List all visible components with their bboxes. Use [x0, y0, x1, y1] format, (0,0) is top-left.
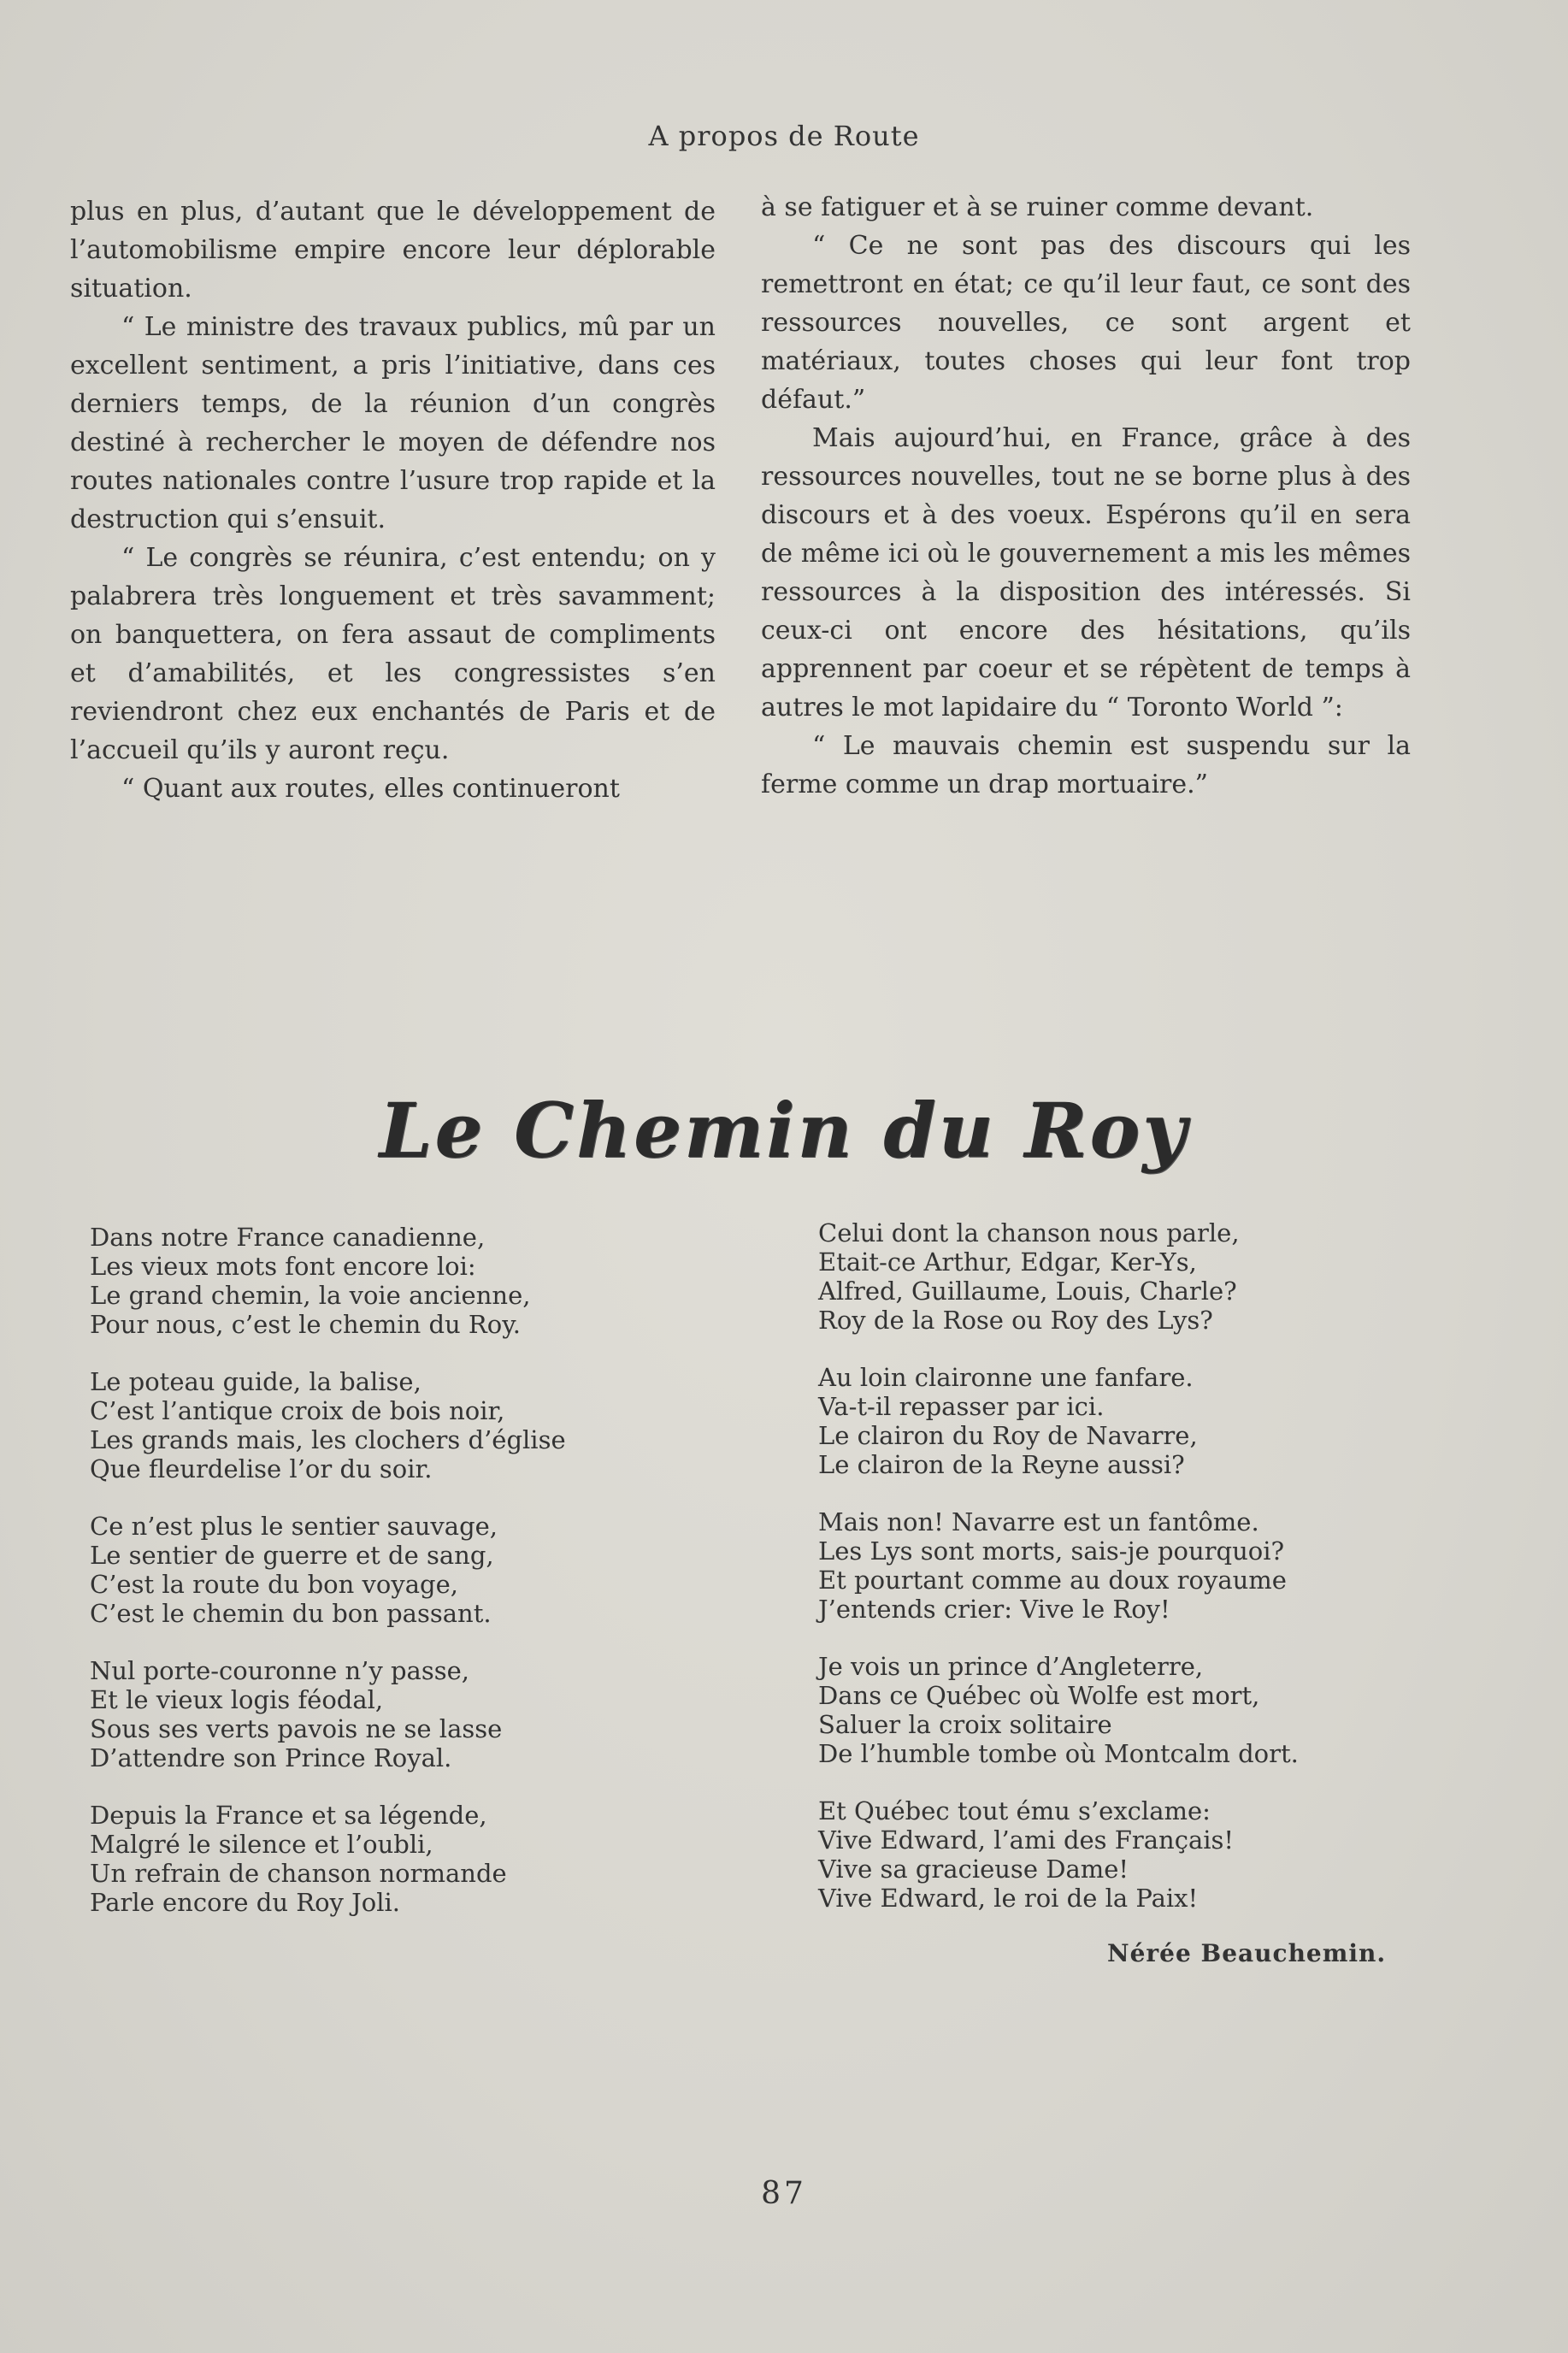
verse-line: J’entends crier: Vive le Roy! — [818, 1595, 1170, 1624]
verse-line: C’est l’antique croix de bois noir, — [90, 1396, 505, 1425]
verse-line: Les vieux mots font encore loi: — [90, 1252, 476, 1281]
verse-line: Etait-ce Arthur, Edgar, Ker-Ys, — [818, 1247, 1197, 1277]
poem-author: Nérée Beauchemin. — [1107, 1939, 1387, 1967]
paragraph: Mais aujourd’hui, en France, grâce à des ressources nouvelles, tout ne se borne plus à des discours et à des voeux. Espérons qu’il en sera de même ici où le gouvernement a mis les mêmes ressources à la disposition des intéressés. Si ceux-ci ont encore des hésitations, qu’ils apprennent par coeur et se répètent de temps à autres le mot lapidaire du “ Toronto World ”: — [761, 423, 1411, 722]
verse-line: Le poteau guide, la balise, — [90, 1367, 421, 1396]
verse-line: Alfred, Guillaume, Louis, Charle? — [818, 1277, 1237, 1306]
verse-line: Et Québec tout ému s’exclame: — [818, 1796, 1211, 1825]
paragraph: “ Le ministre des travaux publics, mû par un excellent sentiment, a pris l’initiative, dans ces derniers temps, de la réunion d’un congrès destiné à rechercher le moyen de défendre nos routes nationales contre l’usure trop rapide et la destruction qui s’ensuit. — [70, 312, 716, 534]
stanza — [90, 1223, 740, 1339]
verse-line: De l’humble tombe où Montcalm dort. — [818, 1739, 1299, 1768]
verse-line: Va-t-il repasser par ici. — [818, 1392, 1105, 1421]
page-number: 87 — [761, 2176, 807, 2211]
stanza — [90, 1656, 740, 1772]
verse-line: Vive Edward, l’ami des Français! — [818, 1825, 1235, 1855]
verse-line: C’est le chemin du bon passant. — [90, 1599, 492, 1628]
running-header: A propos de Route — [648, 120, 920, 152]
paragraph: “ Ce ne sont pas des discours qui les remettront en état; ce qu’il leur faut, ce sont des ressources nouvelles, ce sont argent et matériaux, toutes choses qui leur font trop défaut.” — [761, 231, 1411, 415]
stanza — [818, 1507, 1468, 1624]
verse-line: C’est la route du bon voyage, — [90, 1570, 458, 1599]
verse-line: Ce n’est plus le sentier sauvage, — [90, 1512, 498, 1541]
verse-line: Les grands mais, les clochers d’église — [90, 1425, 566, 1454]
stanza — [90, 1367, 740, 1483]
verse-line: Dans ce Québec où Wolfe est mort, — [818, 1681, 1260, 1710]
verse-line: Un refrain de chanson normande — [90, 1859, 507, 1888]
verse-line: Vive Edward, le roi de la Paix! — [818, 1884, 1199, 1913]
verse-line: Les Lys sont morts, sais-je pourquoi? — [818, 1536, 1285, 1566]
verse-line: Vive sa gracieuse Dame! — [818, 1855, 1129, 1884]
verse-line: Le clairon de la Reyne aussi? — [818, 1450, 1185, 1479]
verse-line: Le grand chemin, la voie ancienne, — [90, 1281, 531, 1310]
verse-line: Sous ses verts pavois ne se lasse — [90, 1714, 503, 1743]
verse-line: Le clairon du Roy de Navarre, — [818, 1421, 1198, 1450]
poem-column-left — [90, 1223, 740, 1945]
stanza — [90, 1512, 740, 1628]
stanza — [818, 1218, 1468, 1335]
verse-line: Parle encore du Roy Joli. — [90, 1888, 401, 1917]
verse-line: Et pourtant comme au doux royaume — [818, 1566, 1287, 1595]
poem-title: Le Chemin du Roy — [379, 1086, 1189, 1175]
verse-line: Saluer la croix solitaire — [818, 1710, 1112, 1739]
article-column-right — [761, 188, 1411, 804]
verse-line: Pour nous, c’est le chemin du Roy. — [90, 1310, 521, 1339]
verse-line: Nul porte-couronne n’y passe, — [90, 1656, 469, 1685]
verse-line: Au loin claironne une fanfare. — [818, 1363, 1194, 1392]
poem-column-right — [818, 1218, 1468, 1941]
article-column-left — [70, 192, 716, 808]
paragraph: plus en plus, d’autant que le développement de l’automobilisme empire encore leur déplorable situation. — [70, 197, 716, 304]
verse-line: Dans notre France canadienne, — [90, 1223, 486, 1252]
paragraph: “ Quant aux routes, elles continueront — [121, 774, 620, 804]
verse-line: Je vois un prince d’Angleterre, — [818, 1652, 1204, 1681]
paragraph: “ Le mauvais chemin est suspendu sur la ferme comme un drap mortuaire.” — [761, 731, 1411, 799]
verse-line: Mais non! Navarre est un fantôme. — [818, 1507, 1259, 1536]
paragraph: à se fatiguer et à se ruiner comme devant. — [761, 192, 1314, 222]
verse-line: Que fleurdelise l’or du soir. — [90, 1454, 433, 1483]
verse-line: Celui dont la chanson nous parle, — [818, 1218, 1240, 1247]
verse-line: Malgré le silence et l’oubli, — [90, 1830, 433, 1859]
stanza — [818, 1652, 1468, 1768]
verse-line: Roy de la Rose ou Roy des Lys? — [818, 1306, 1213, 1335]
stanza — [90, 1801, 740, 1917]
verse-line: Et le vieux logis féodal, — [90, 1685, 384, 1714]
verse-line: Depuis la France et sa légende, — [90, 1801, 487, 1830]
verse-line: D’attendre son Prince Royal. — [90, 1743, 452, 1772]
stanza — [818, 1796, 1468, 1913]
paragraph: “ Le congrès se réunira, c’est entendu; on y palabrera très longuement et très savamment; on banquettera, on fera assaut de compliments et d’amabilités, et les congressistes s’en reviendront chez eux enchantés de Paris et de l’accueil qu’ils y auront reçu. — [70, 543, 716, 765]
stanza — [818, 1363, 1468, 1479]
verse-line: Le sentier de guerre et de sang, — [90, 1541, 494, 1570]
